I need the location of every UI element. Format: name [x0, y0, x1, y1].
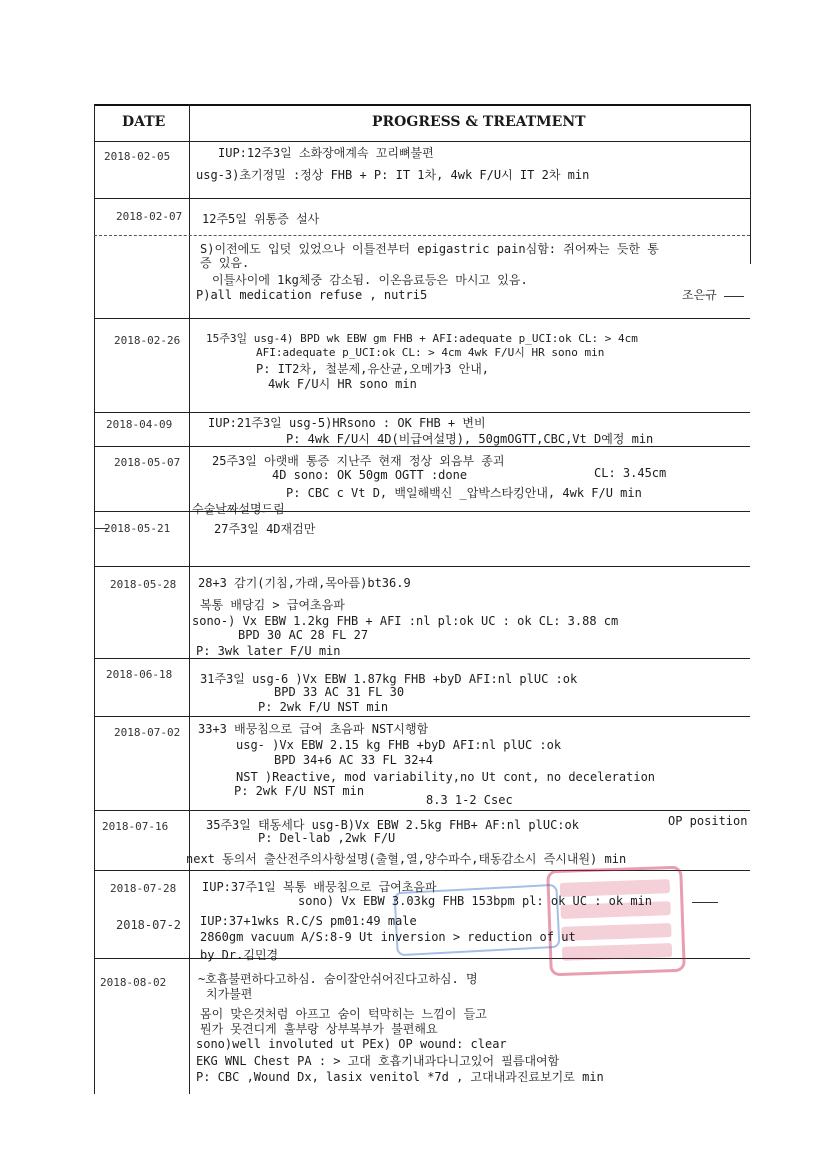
entry-line: usg-3)초기정밀 :정상 FHB + P: IT 1차, 4wk F/U시 IT 2차 min: [196, 168, 590, 182]
entry-line: P: CBC c Vt D, 백일해백신 _압박스타킹안내, 4wk F/U min: [286, 486, 642, 500]
entry-line: IUP:21주3일 usg-5)HRsono : OK FHB + 변비: [208, 416, 486, 430]
entry-date: 2018-02-07: [116, 210, 183, 223]
entry-line: S)이전에도 입덧 있었으나 이틀전부터 epigastric pain심함: 쥐어짜는 듯한 통: [200, 242, 659, 256]
entry-date: 2018-07-02: [114, 726, 181, 739]
entry-line: 12주5일 위통증 설사: [202, 212, 320, 226]
entry-line: P: Del-lab ,2wk F/U: [258, 831, 396, 845]
entry-line: 몸이 맞은것처럼 아프고 숨이 턱막히는 느낌이 들고: [200, 1007, 487, 1021]
signature-dash: [724, 296, 744, 297]
entry-line: CL: 3.45cm: [594, 466, 667, 480]
row-divider: [94, 716, 750, 717]
entry-line: AFI:adequate p_UCI:ok CL: > 4cm 4wk F/U시 HR sono min: [256, 346, 605, 359]
progress-column-header: PROGRESS & TREATMENT: [372, 114, 586, 130]
entry-line: 31주3일 usg-6 )Vx EBW 1.87kg FHB +byD AFI:nl plUC :ok: [200, 672, 578, 686]
entry-line: sono) Vx EBW 3.03kg FHB 153bpm pl: ok UC : ok min: [298, 894, 653, 908]
entry-line: 2860gm vacuum A/S:8-9 Ut inversion > reduction of ut: [200, 930, 576, 944]
entry-line: P)all medication refuse , nutri5: [196, 288, 428, 302]
entry-line: 35주3일 태동세다 usg-B)Vx EBW 2.5kg FHB+ AF:nl plUC:ok: [206, 818, 579, 832]
entry-date: 2018-07-28: [110, 882, 177, 895]
entry-line: 25주3일 아랫배 통증 지난주 현재 정상 외음부 종괴: [212, 454, 505, 468]
entry-line: sono-) Vx EBW 1.2kg FHB + AFI :nl pl:ok UC : ok CL: 3.88 cm: [192, 614, 619, 628]
entry-line: by Dr.김민경: [200, 948, 279, 962]
entry-line: IUP:37+1wks R.C/S pm01:49 male: [200, 914, 417, 928]
entry-line: ~호흡불편하다고하심. 숨이잘안쉬어진다고하심. 명: [198, 972, 478, 986]
entry-date: 2018-02-05: [104, 150, 171, 163]
entry-date: 2018-04-09: [106, 418, 173, 431]
entry-line: P: 2wk F/U NST min: [234, 784, 365, 798]
entry-line: sono)well involuted ut PEx) OP wound: clear: [196, 1037, 507, 1051]
entry-line: 치가불편: [206, 987, 253, 1001]
row-divider: [94, 810, 750, 811]
entry-line: next 동의서 출산전주의사항설명(출혈,열,양수파수,태동감소시 즉시내원) min: [186, 852, 627, 866]
entry-line: BPD 34+6 AC 33 FL 32+4: [274, 753, 433, 767]
entry-line: IUP:37주1일 복통 배뭉침으로 급여초음파: [202, 880, 437, 894]
entry-line: 이틀사이에 1kg체중 감소됨. 이온음료등은 마시고 있음.: [212, 273, 528, 287]
entry-line: 27주3일 4D재검만: [214, 522, 316, 536]
row-divider: [94, 658, 750, 659]
table-left-border: [94, 104, 95, 1094]
header-divider: [94, 141, 750, 142]
entry-line: 복통 배당김 > 급여초음파: [200, 598, 345, 612]
entry-line: 증 있음.: [200, 256, 250, 270]
entry-line: P: IT2차, 철분제,유산균,오메가3 안내,: [256, 362, 490, 376]
entry-date: 2018-05-21: [104, 522, 171, 535]
table-top-border: [94, 104, 750, 106]
date-column-header: DATE: [122, 114, 166, 130]
entry-line: usg- )Vx EBW 2.15 kg FHB +byD AFI:nl plUC :ok: [236, 738, 562, 752]
entry-date: 2018-02-26: [114, 334, 181, 347]
entry-line: P: 4wk F/U시 4D(비급여설명), 50gmOGTT,CBC,Vt D예정 min: [286, 432, 654, 446]
entry-line: 28+3 감기(기침,가래,목아픔)bt36.9: [198, 576, 411, 590]
entry-date: 2018-05-07: [114, 456, 181, 469]
entry-line: P: 2wk F/U NST min: [258, 700, 389, 714]
entry-line: EKG WNL Chest PA : > 고대 호흡기내과다니고있어 필름대여함: [196, 1054, 560, 1068]
entry-line: BPD 33 AC 31 FL 30: [274, 685, 405, 699]
entry-date: 2018-06-18: [106, 668, 173, 681]
table-right-border: [750, 104, 751, 264]
entry-line: OP position: [668, 814, 748, 828]
entry-line: P: 3wk later F/U min: [196, 644, 341, 658]
date-column-divider: [189, 104, 190, 1094]
entry-line: 뭔가 못견디게 훌부랑 상부복부가 불편해요: [200, 1022, 438, 1036]
entry-line: 수술날짜설명드림: [192, 502, 285, 516]
entry-line: IUP:12주3일 소화장애계속 꼬리뼈불편: [218, 146, 434, 160]
entry-line: NST )Reactive, mod variability,no Ut cont, no deceleration: [236, 770, 656, 784]
entry-date: 2018-05-28: [110, 578, 177, 591]
row-divider: [94, 566, 750, 567]
entry-line: 4wk F/U시 HR sono min: [268, 377, 417, 391]
row-divider: [94, 235, 750, 236]
entry-line: 15주3일 usg-4) BPD wk EBW gm FHB + AFI:adequate p_UCI:ok CL: > 4cm: [206, 332, 638, 345]
row-divider: [94, 412, 750, 413]
entry-line: 33+3 배뭉침으로 급여 초음파 NST시행함: [198, 722, 429, 736]
entry-date: 2018-07-16: [102, 820, 169, 833]
entry-date: 2018-07-2: [116, 918, 182, 932]
date-dash: [94, 528, 108, 529]
entry-line: 4D sono: OK 50gm OGTT :done: [272, 468, 468, 482]
row-divider: [94, 198, 750, 199]
entry-line: 8.3 1-2 Csec: [426, 793, 513, 807]
entry-date: 2018-08-02: [100, 976, 167, 989]
entry-line: P: CBC ,Wound Dx, lasix venitol *7d , 고대내과진료보기로 min: [196, 1070, 604, 1084]
row-divider: [94, 318, 750, 319]
entry-line: BPD 30 AC 28 FL 27: [238, 628, 369, 642]
signature: 조은규: [682, 288, 717, 302]
hospital-seal-stamp: [546, 866, 686, 977]
line-dash: [692, 902, 718, 903]
